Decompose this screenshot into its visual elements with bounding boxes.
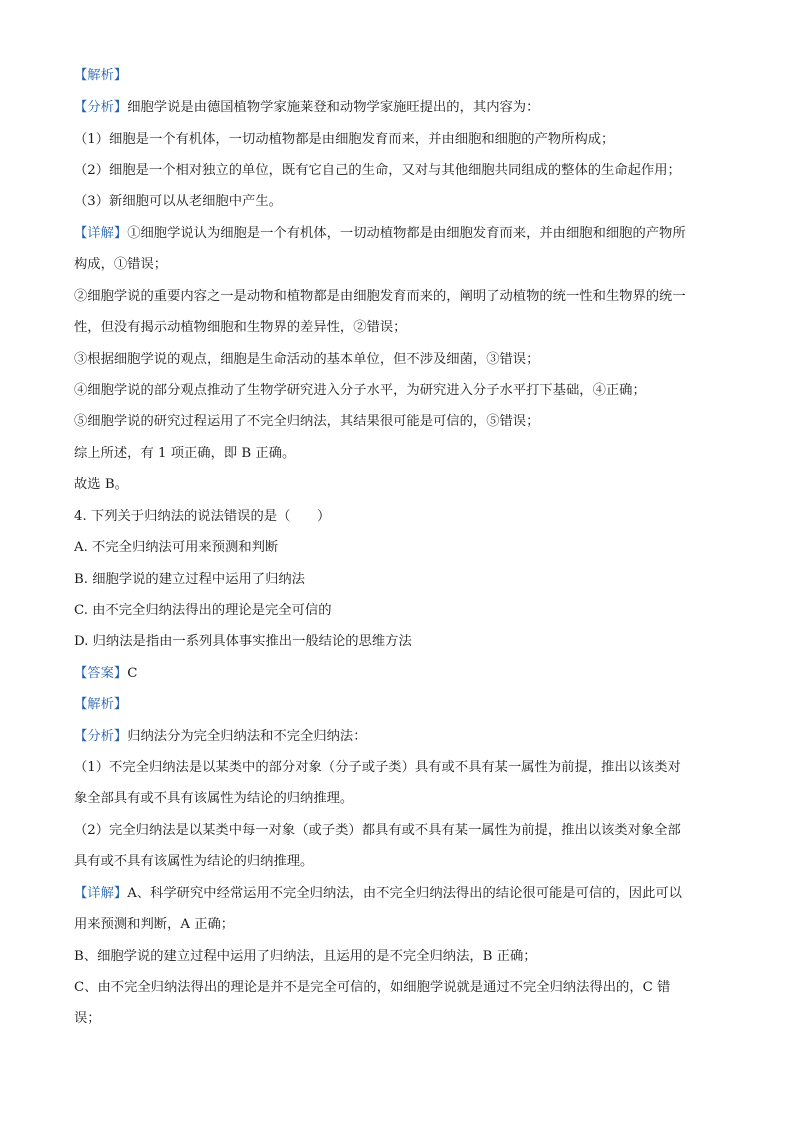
- fenxi-text: 细胞学说是由德国植物学家施莱登和动物学家施旺提出的，其内容为：: [127, 100, 540, 115]
- point-1: （1）细胞是一个有机体，一切动植物都是由细胞发育而来，并由细胞和细胞的产物所构成；: [74, 132, 615, 147]
- analysis-paragraph: [74, 727, 734, 747]
- detail-paragraph: [74, 884, 734, 904]
- answer-line: [74, 664, 734, 684]
- point-2: （2）细胞是一个相对独立的单位，既有它自己的生命，又对与其他细胞共同组成的整体的生命起作用；: [74, 163, 681, 178]
- detail-line: 构成，①错误；: [74, 257, 168, 272]
- detail-text: A、科学研究中经常运用不完全归纳法，由不完全归纳法得出的结论很可能是可信的，因此可以: [127, 886, 682, 901]
- detail-line: ④细胞学说的部分观点推动了生物学研究进入分子水平，为研究进入分子水平打下基础，④正确；: [74, 383, 646, 398]
- detail-line: ⑤细胞学说的研究过程运用了不完全归纳法，其结果很可能是可信的，⑤错误；: [74, 414, 540, 429]
- option-d: D. 归纳法是指由一系列具体事实推出一般结论的思维方法: [74, 634, 412, 649]
- detail-line: 误；: [74, 1011, 101, 1026]
- detail-line: ②细胞学说的重要内容之一是动物和植物都是由细胞发育而来的，阐明了动植物的统一性和生物界的统一: [74, 289, 686, 304]
- point-1: （1）不完全归纳法是以某类中的部分对象（分子或子类）具有或不具有某一属性为前提，推出以该类对: [74, 760, 681, 775]
- analysis-paragraph: [74, 98, 734, 118]
- point-2: （2）完全归纳法是以某类中每一对象（或子类）都具有或不具有某一属性为前提，推出以该类对象全部: [74, 823, 681, 838]
- choice-line: 故选 B。: [74, 477, 128, 492]
- question-stem: 4. 下列关于归纳法的说法错误的是（ ）: [74, 509, 331, 524]
- fenxi-tag: 【分析】: [74, 729, 128, 744]
- detail-line: C、由不完全归纳法得出的理论是并不是完全可信的，如细胞学说就是通过不完全归纳法得出的，C 错: [74, 980, 671, 995]
- option-b: B. 细胞学说的建立过程中运用了归纳法: [74, 572, 305, 587]
- detail-text: ①细胞学说认为细胞是一个有机体，一切动植物都是由细胞发育而来，并由细胞和细胞的产物所: [127, 226, 686, 241]
- answer-value: C: [127, 666, 138, 681]
- detail-line: 性，但没有揭示动植物细胞和生物界的差异性，②错误；: [74, 320, 407, 335]
- detail-tag: 【详解】: [74, 226, 128, 241]
- detail-line: B、细胞学说的建立过程中运用了归纳法，且运用的是不完全归纳法，B 正确；: [74, 949, 537, 964]
- option-a: A. 不完全归纳法可用来预测和判断: [74, 540, 279, 555]
- point-2-cont: 具有或不具有该属性为结论的归纳推理。: [74, 854, 314, 869]
- answer-tag: 【答案】: [74, 666, 128, 681]
- detail-paragraph: [74, 224, 734, 244]
- option-c: C. 由不完全归纳法得出的理论是完全可信的: [74, 603, 332, 618]
- analysis-heading: 【解析】: [74, 68, 128, 83]
- fenxi-tag: 【分析】: [74, 100, 128, 115]
- detail-line: 用来预测和判断，A 正确；: [74, 917, 235, 932]
- detail-tag: 【详解】: [74, 886, 128, 901]
- detail-line: ③根据细胞学说的观点，细胞是生命活动的基本单位，但不涉及细菌，③错误；: [74, 352, 540, 367]
- point-1-cont: 象全部具有或不具有该属性为结论的归纳推理。: [74, 791, 354, 806]
- summary-line: 综上所述，有 1 项正确，即 B 正确。: [74, 446, 296, 461]
- point-3: （3）新细胞可以从老细胞中产生。: [74, 194, 282, 209]
- fenxi-text: 归纳法分为完全归纳法和不完全归纳法：: [127, 729, 367, 744]
- analysis-heading: 【解析】: [74, 697, 128, 712]
